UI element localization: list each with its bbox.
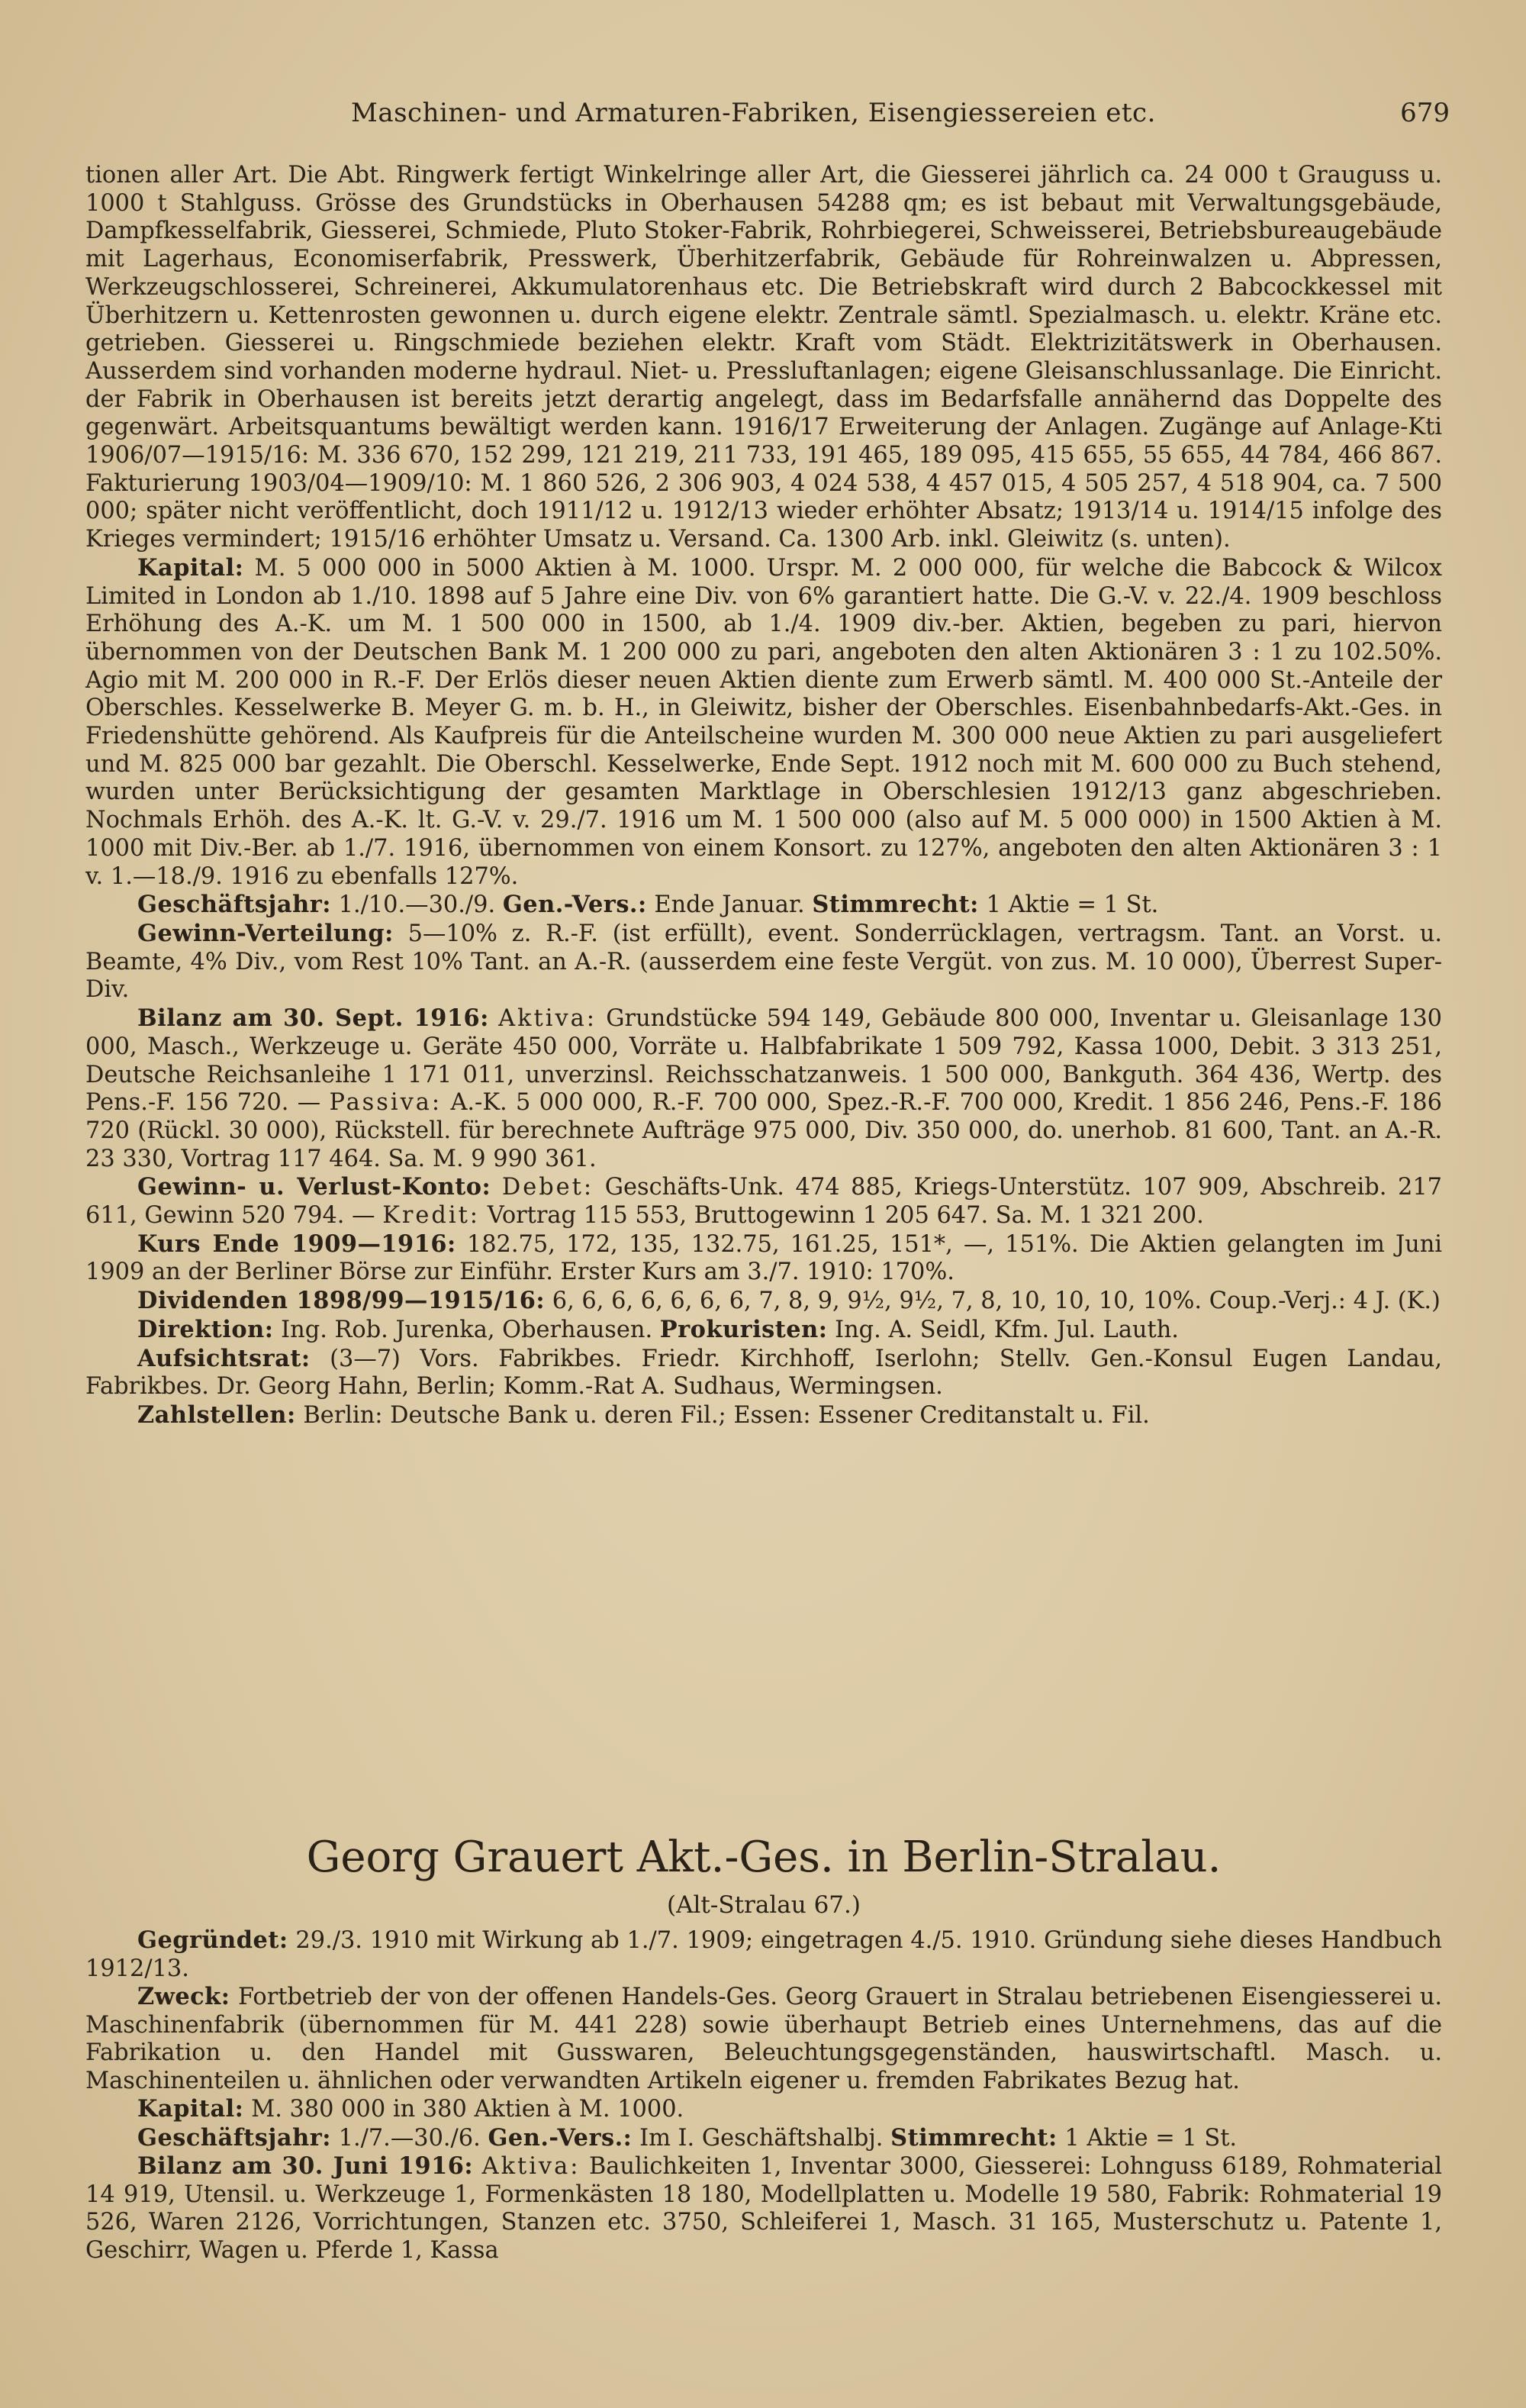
gegr-text: 29./3. 1910 mit Wirkung ab 1./7. 1909; eingetragen 4./5. 1910. Gründung siehe dieses Handbuch 1912/13. (85, 1927, 1442, 1982)
section-1-body (85, 162, 1442, 1430)
stimm2-text: 1 Aktie = 1 St. (1064, 2124, 1238, 2152)
running-head-title: Maschinen- und Armaturen-Fabriken, Eisengiessereien etc. (351, 98, 1156, 128)
passiva-text: A.-K. 5 000 000, R.-F. 700 000, Spez.-R.-F. 700 000, Kredit. 1 856 246, Pens.-F. 186 720 (Rückl. 30 000), Rückstell. für berechnete Aufträge 975 000, Div. 350 000, do. unerhob. 81 600, Tant. an A.-R. 23 330, Vortrag 117 464. Sa. M. 9 990 361. (85, 1089, 1442, 1172)
gv2-text: Im I. Geschäftshalbj. (639, 2124, 884, 2152)
gj-text: 1./10.—30./9. (338, 891, 496, 919)
kapital2-text: M. 380 000 in 380 Aktien à M. 1000. (251, 2096, 684, 2123)
zweck-text: Fortbetrieb der von der offenen Handels-Ges. Georg Grauert in Stralau betriebenen Eisengiesserei u. Maschinenfabrik (übernommen für M. 441 228) sowie überhaupt Betrieb eines Unternehmens, das auf die Fabrikation u. den Handel mit Gusswaren, Beleuchtungsgegenständen, hauswirtschaftl. Masch. u. Maschinenteilen u. ähnlichen oder verwandten Artikeln eigener u. fremden Fabrikates Bezug hat. (85, 1984, 1442, 2094)
bilanz2-paragraph (85, 2152, 1442, 2265)
kurs-text: 182.75, 172, 135, 132.75, 161.25, 151*, —, 151%. Die Aktien gelangten im Juni 1909 an der Berliner Börse zur Einführ. Erster Kurs am 3./7. 1910: 170%. (85, 1230, 1442, 1286)
dividenden-paragraph (85, 1287, 1442, 1316)
geschaeftsjahr-paragraph (85, 891, 1442, 920)
ar-label: Aufsichtsrat: (137, 1344, 311, 1372)
kapital-label: Kapital: (137, 553, 244, 582)
gv-text: Ende Januar. (654, 891, 805, 919)
gv2-label: Gen.-Vers.: (488, 2123, 633, 2152)
section-2-body (85, 1926, 1442, 2265)
gegr-label: Gegründet: (137, 1926, 288, 1954)
bilanz-label: Bilanz am 30. Sept. 1916: (137, 1004, 489, 1033)
stimm-text: 1 Aktie = 1 St. (986, 891, 1159, 919)
zweck-paragraph (85, 1983, 1442, 2095)
zahl-label: Zahlstellen: (137, 1401, 296, 1429)
dir-label: Direktion: (137, 1315, 274, 1343)
bilanz2-label: Bilanz am 30. Juni 1916: (137, 2152, 474, 2180)
dir-text: Ing. Rob. Jurenka, Oberhausen. (281, 1316, 653, 1343)
company-address: (Alt-Stralau 67.) (667, 1891, 861, 1919)
gj-label: Geschäftsjahr: (137, 891, 331, 919)
gv-label: Gen.-Vers.: (502, 891, 647, 919)
passiva-label: Passiva: (329, 1089, 443, 1117)
gewinn-text: 5—10% z. R.-F. (ist erfüllt), event. Sonderrücklagen, vertragsm. Tant. an Vorst. u. Beamte, 4% Div., vom Rest 10% Tant. an A.-R. (ausserdem eine feste Vergüt. von zus. M. 10 000), Überrest Super-Div. (85, 920, 1442, 1004)
prok-label: Prokuristen: (659, 1315, 828, 1343)
gj2-label: Geschäftsjahr: (137, 2123, 331, 2152)
gewinn-label: Gewinn-Verteilung: (137, 919, 394, 947)
gegruendet-paragraph (85, 1926, 1442, 1983)
aktiva-label: Aktiva: (498, 1005, 597, 1033)
aktiva2-text: Baulichkeiten 1, Inventar 3000, Giesserei: Lohnguss 6189, Rohmaterial 14 919, Utensil. u. Werkzeuge 1, Formenkästen 18 180, Modellplatten u. Modelle 19 580, Fabrik: Rohmaterial 19 526, Waren 2126, Vorrichtungen, Stanzen etc. 3750, Schleiferei 1, Masch. 31 165, Musterschutz u. Patente 1, Geschirr, Wagen u. Pferde 1, Kassa (85, 2153, 1442, 2264)
kredit-text: Vortrag 115 553, Bruttogewinn 1 205 647. Sa. M. 1 321 200. (487, 1202, 1204, 1230)
kapital2-label: Kapital: (137, 2095, 244, 2123)
debet-label: Debet: (501, 1174, 594, 1201)
guv-paragraph (85, 1173, 1442, 1230)
kapital2-paragraph (85, 2095, 1442, 2124)
stimm2-label: Stimmrecht: (890, 2123, 1058, 2152)
intro-paragraph: tionen aller Art. Die Abt. Ringwerk fertigt Winkelringe aller Art, die Giesserei jährlich ca. 24 000 t Grauguss u. 1000 t Stahlguss. Grösse des Grundstücks in Oberhausen 54288 qm; es ist bebaut mit Verwaltungsgebäude, Dampfkesselfabrik, Giesserei, Schmiede, Pluto Stoker-Fabrik, Rohrbiegerei, Schweisserei, Betriebsbureaugebäude mit Lagerhaus, Economiserfabrik, Presswerk, Überhitzerfabrik, Gebäude für Rohreinwalzen u. Abpressen, Werkzeugschlosserei, Schreinerei, Akkumulatorenhaus etc. Die Betriebskraft wird durch 2 Babcockkessel mit Überhitzern u. Kettenrosten gewonnen u. durch eigene elektr. Zentrale sämtl. Spezialmasch. u. elektr. Kräne etc. getrieben. Giesserei u. Ringschmiede beziehen elektr. Kraft vom Städt. Elektrizitätswerk in Oberhausen. Ausserdem sind vorhanden moderne hydraul. Niet- u. Pressluftanlagen; eigene Gleisanschlussanlage. Die Einricht. der Fabrik in Oberhausen ist bereits jetzt derartig angelegt, dass im Bedarfsfalle annähernd das Doppelte des gegenwärt. Arbeitsquantums bewältigt werden kann. 1916/17 Erweiterung der Anlagen. Zugänge auf Anlage-Kti 1906/07—1915/16: M. 336 670, 152 299, 121 219, 211 733, 191 465, 189 095, 415 655, 55 655, 44 784, 466 867. Fakturierung 1903/04—1909/10: M. 1 860 526, 2 306 903, 4 024 538, 4 457 015, 4 505 257, 4 518 904, ca. 7 500 000; später nicht veröffentlicht, doch 1911/12 u. 1912/13 wieder erhöhter Absatz; 1913/14 u. 1914/15 infolge des Krieges vermindert; 1915/16 erhöhter Umsatz u. Versand. Ca. 1300 Arb. inkl. Gleiwitz (s. unten). (85, 162, 1442, 553)
company-heading: Georg Grauert Akt.-Ges. in Berlin-Stralau. (306, 1833, 1222, 1882)
running-head (92, 90, 1457, 136)
zahl-text: Berlin: Deutsche Bank u. deren Fil.; Essen: Essener Creditanstalt u. Fil. (303, 1401, 1150, 1429)
debet-text: Geschäfts-Unk. 474 885, Kriegs-Unterstütz. 107 909, Abschreib. 217 611, Gewinn 520 794. — (85, 1174, 1442, 1230)
kapital-text: M. 5 000 000 in 5000 Aktien à M. 1000. Urspr. M. 2 000 000, für welche die Babcock & Wilcox Limited in London ab 1./10. 1898 auf 5 Jahre eine Div. von 6% garantiert hatte. Die G.-V. v. 22./4. 1909 beschloss Erhöhung des A.-K. um M. 1 500 000 in 1500, ab 1./4. 1909 div.-ber. Aktien, begeben zu pari, hiervon übernommen von der Deutschen Bank M. 1 200 000 zu pari, angeboten den alten Aktionären 3 : 1 zu 102.50%. Agio mit M. 200 000 in R.-F. Der Erlös dieser neuen Aktien diente zum Erwerb sämtl. M. 400 000 St.-Anteile der Oberschles. Kesselwerke B. Meyer G. m. b. H., in Gleiwitz, bisher der Oberschles. Eisenbahnbedarfs-Akt.-Ges. in Friedenshütte gehörend. Als Kaufpreis für die Anteilscheine wurden M. 300 000 neue Aktien zu pari ausgeliefert und M. 825 000 bar gezahlt. Die Oberschl. Kesselwerke, Ende Sept. 1912 noch mit M. 600 000 zu Buch stehend, wurden unter Berücksichtigung der gesamten Marktlage in Oberschlesien 1912/13 ganz abgeschrieben. Nochmals Erhöh. des A.-K. lt. G.-V. v. 29./7. 1916 um M. 1 500 000 (also auf M. 5 000 000) in 1500 Aktien à M. 1000 mit Div.-Ber. ab 1./7. 1916, übernommen von einem Konsort. zu 127%, angeboten den alten Aktionären 3 : 1 v. 1.—18./9. 1916 zu ebenfalls 127%. (85, 554, 1442, 890)
kurs-label: Kurs Ende 1909—1916: (137, 1230, 456, 1258)
direktion-paragraph (85, 1316, 1442, 1345)
kapital-paragraph (85, 554, 1442, 891)
geschaeftsjahr2-paragraph (85, 2124, 1442, 2153)
ar-text: (3—7) Vors. Fabrikbes. Friedr. Kirchhoff, Iserlohn; Stellv. Gen.-Konsul Eugen Landau, Fabrikbes. Dr. Georg Hahn, Berlin; Komm.-Rat A. Sudhaus, Wermingsen. (85, 1345, 1442, 1401)
aufsichtsrat-paragraph (85, 1345, 1442, 1401)
aktiva-text: Grundstücke 594 149, Gebäude 800 000, Inventar u. Gleisanlage 130 000, Masch., Werkzeuge u. Geräte 450 000, Vorräte u. Halbfabrikate 1 509 792, Kassa 1000, Debit. 3 313 251, Deutsche Reichsanleihe 1 171 011, unverzinsl. Reichsschatzanweis. 1 500 000, Bankguth. 364 436, Wertp. des Pens.-F. 156 720. — (85, 1005, 1442, 1117)
stimm-label: Stimmrecht: (812, 891, 979, 919)
div-text: 6, 6, 6, 6, 6, 6, 6, 7, 8, 9, 9½, 9½, 7, 8, 10, 10, 10, 10%. Coup.-Verj.: 4 J. (K.) (552, 1288, 1441, 1315)
bilanz-paragraph (85, 1004, 1442, 1173)
prok-text: Ing. A. Seidl, Kfm. Jul. Lauth. (835, 1316, 1179, 1343)
guv-label: Gewinn- u. Verlust-Konto: (137, 1173, 491, 1201)
aktiva2-label: Aktiva: (481, 2153, 581, 2180)
div-label: Dividenden 1898/99—1915/16: (137, 1287, 546, 1315)
gj2-text: 1./7.—30./6. (338, 2124, 481, 2152)
gewinn-verteilung-paragraph (85, 920, 1442, 1004)
page-number: 679 (1400, 98, 1450, 128)
kurs-paragraph (85, 1230, 1442, 1287)
zahlstellen-paragraph (85, 1401, 1442, 1430)
zweck-label: Zweck: (137, 1983, 230, 2010)
kredit-label: Kredit: (382, 1202, 481, 1230)
